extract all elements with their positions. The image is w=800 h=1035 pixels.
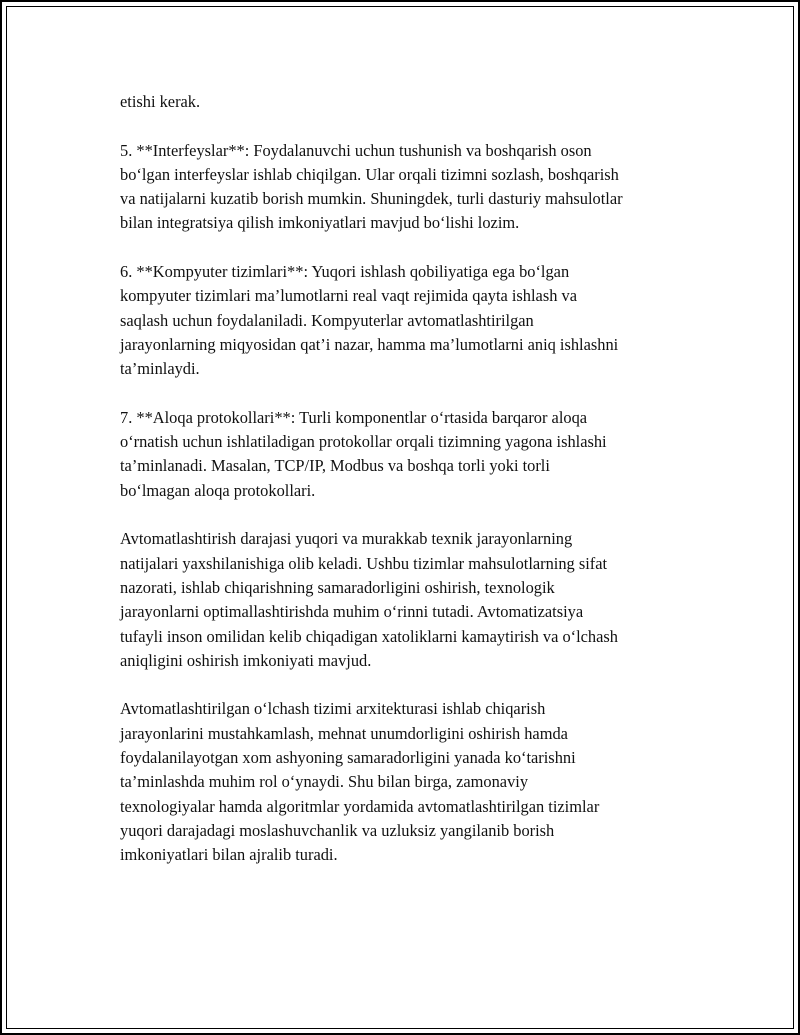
text-line: kompyuter tizimlari ma’lumotlarni real vaqt rejimida qayta ishlash va <box>120 286 577 306</box>
text-line: nazorati, ishlab chiqarishning samaradorligini oshirish, texnologik <box>120 577 555 597</box>
text-line: o‘rnatish uchun ishlatiladigan protokollar orqali tizimning yagona ishlashi <box>120 432 607 452</box>
text-line: 5. **Interfeyslar**: Foydalanuvchi uchun tushunish va boshqarish oson <box>120 140 592 160</box>
paragraph-item-5-interfeyslar <box>120 139 695 236</box>
text-line: imkoniyatlari bilan ajralib turadi. <box>120 845 338 865</box>
text-line: aniqligini oshirish imkoniyati mavjud. <box>120 650 372 670</box>
text-line: ta’minlaydi. <box>120 359 200 379</box>
document-body <box>120 90 695 892</box>
text-line: bilan integratsiya qilish imkoniyatlari mavjud bo‘lishi lozim. <box>120 213 520 233</box>
text-line: ta’minlanadi. Masalan, TCP/IP, Modbus va boshqa torli yoki torli <box>120 456 550 476</box>
text-line: Avtomatlashtirilgan o‘lchash tizimi arxitekturasi ishlab chiqarish <box>120 699 546 719</box>
paragraph-arxitektura-xulosa <box>120 697 695 867</box>
text-line: etishi kerak. <box>120 92 201 111</box>
text-line: saqlash uchun foydalaniladi. Kompyuterlar avtomatlashtirilgan <box>120 310 534 330</box>
paragraph-continuation <box>120 90 695 114</box>
text-line: bo‘lgan interfeyslar ishlab chiqilgan. Ular orqali tizimni sozlash, boshqarish <box>120 164 619 184</box>
text-line: jarayonlarini mustahkamlash, mehnat unumdorligini oshirish hamda <box>120 723 568 743</box>
text-line: yuqori darajadagi moslashuvchanlik va uzluksiz yangilanib borish <box>120 820 555 840</box>
text-line: jarayonlarni optimallashtirishda muhim o‘rinni tutadi. Avtomatizatsiya <box>120 602 584 622</box>
text-line: bo‘lmagan aloqa protokollari. <box>120 480 316 500</box>
paragraph-item-7-aloqa-protokollari <box>120 406 695 503</box>
text-line: texnologiyalar hamda algoritmlar yordamida avtomatlashtirilgan tizimlar <box>120 796 600 816</box>
text-line: va natijalarni kuzatib borish mumkin. Shuningdek, turli dasturiy mahsulotlar <box>120 189 623 209</box>
text-line: tufayli inson omilidan kelib chiqadigan xatoliklarni kamaytirish va o‘lchash <box>120 626 618 646</box>
text-line: Avtomatlashtirish darajasi yuqori va murakkab texnik jarayonlarning <box>120 529 573 549</box>
text-line: natijalari yaxshilanishiga olib keladi. Ushbu tizimlar mahsulotlarning sifat <box>120 553 608 573</box>
paragraph-avtomatlashtirish-darajasi <box>120 527 695 673</box>
text-line: foydalanilayotgan xom ashyoning samaradorligini yanada ko‘tarishni <box>120 748 576 768</box>
text-line: 7. **Aloqa protokollari**: Turli komponentlar o‘rtasida barqaror aloqa <box>120 407 588 427</box>
text-line: ta’minlashda muhim rol o‘ynaydi. Shu bilan birga, zamonaviy <box>120 772 529 792</box>
paragraph-item-6-kompyuter-tizimlari <box>120 260 695 381</box>
text-line: 6. **Kompyuter tizimlari**: Yuqori ishlash qobiliyatiga ega bo‘lgan <box>120 262 570 282</box>
text-line: jarayonlarning miqyosidan qat’i nazar, hamma ma’lumotlarni aniq ishlashni <box>120 334 619 354</box>
